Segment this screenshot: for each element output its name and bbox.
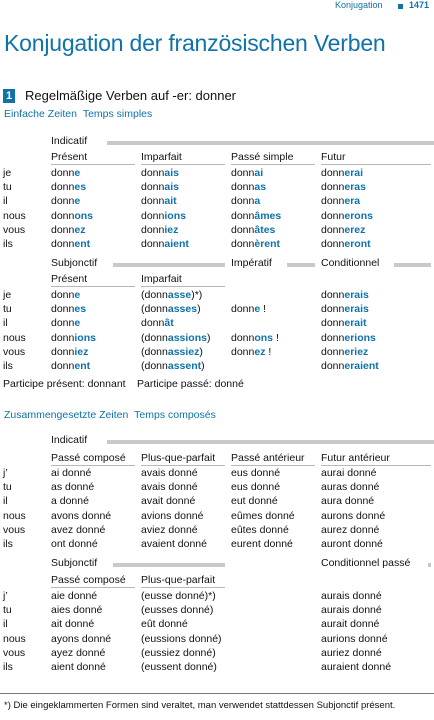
pronoun: tu <box>3 303 12 316</box>
section-title: Regelmäßige Verben auf -er: donner <box>25 88 237 103</box>
form-ind-passe-anterieur: eus donné <box>231 467 281 479</box>
participe-passe: Participe passé: donné <box>137 378 244 390</box>
form-ind-imparfait: donnait <box>141 195 177 208</box>
mood-subjonctif: Subjonctif <box>51 257 98 269</box>
form-subj-present: donne <box>51 317 81 330</box>
header-square-icon <box>398 4 403 9</box>
form-subj-imparfait: donnât <box>141 317 174 330</box>
form-ind-imparfait: donnions <box>141 209 186 222</box>
tense-passe-anterieur: Passé antérieur <box>231 452 305 464</box>
form-subj-present: donniez <box>51 345 89 358</box>
mood-indicatif-compound: Indicatif <box>51 434 88 446</box>
form-ind-passe-simple: donnâmes <box>231 209 282 222</box>
form-ind-passe-simple: donna <box>231 195 261 208</box>
form-subj-imparfait: (donnasses) <box>141 303 201 316</box>
form-subj-passe-compose: ayons donné <box>51 632 112 645</box>
form-subj-passe-compose: ayez donné <box>51 646 106 659</box>
pronoun: ils <box>3 360 13 372</box>
form-ind-imparfait: donnais <box>141 167 179 179</box>
form-subj-present: donnions <box>51 331 96 344</box>
simple-tenses-heading <box>4 108 152 120</box>
pronoun: nous <box>3 509 26 522</box>
form-conditionnel-passe: aurait donné <box>321 618 380 631</box>
tense-passe-anterieur-rule <box>231 465 315 466</box>
form-conditionnel-passe: aurais donné <box>321 604 382 617</box>
tense-passe-compose-rule <box>51 465 135 466</box>
form-conditionnel: donnerait <box>321 317 367 330</box>
form-subj-plus-que-parfait: (eussiez donné) <box>141 646 216 659</box>
tense-subj-present-rule <box>51 286 135 287</box>
pronoun: vous <box>3 223 26 236</box>
form-ind-passe-anterieur: eut donné <box>231 495 278 508</box>
form-futur: donnera <box>321 195 361 208</box>
tense-present: Présent <box>51 151 88 163</box>
mood-conditionnel-passe: Conditionnel passé <box>321 557 411 569</box>
mood-indicatif-compound-bar <box>107 440 434 444</box>
tense-imparfait: Imparfait <box>141 151 182 163</box>
form-ind-passe-compose: avons donné <box>51 509 112 522</box>
pronoun: nous <box>3 331 26 344</box>
tense-futur-anterieur-rule <box>321 465 431 466</box>
form-conditionnel-passe: aurions donné <box>321 632 388 645</box>
form-ind-passe-compose: ai donné <box>51 467 92 479</box>
form-ind-passe-compose: as donné <box>51 481 95 494</box>
pronoun: nous <box>3 632 26 645</box>
mood-subjonctif-bar <box>113 263 225 267</box>
form-subj-passe-compose: ait donné <box>51 618 95 631</box>
pronoun: je <box>3 289 12 301</box>
form-subj-passe-compose: aies donné <box>51 604 103 617</box>
form-conditionnel-passe: aurais donné <box>321 590 382 602</box>
pronoun: j’ <box>3 590 8 602</box>
form-conditionnel-passe: auraient donné <box>321 661 392 673</box>
tense-passe-simple-rule <box>231 164 315 165</box>
pronoun: ils <box>3 661 13 673</box>
tense-subj-present: Présent <box>51 273 88 285</box>
mood-subjonctif-compound: Subjonctif <box>51 557 98 569</box>
tense-passe-compose: Passé composé <box>51 452 126 464</box>
pronoun: tu <box>3 181 12 194</box>
pronoun: vous <box>3 345 26 358</box>
mood-imperatif: Impératif <box>231 257 272 269</box>
form-conditionnel: donnerais <box>321 289 369 301</box>
tense-subj-imparfait-rule <box>141 286 225 287</box>
mood-subjonctif-compound-bar <box>113 563 225 567</box>
form-ind-present: donnons <box>51 209 94 222</box>
mood-conditionnel-bar <box>394 263 431 267</box>
running-title: Konjugation <box>335 0 383 10</box>
form-subj-passe-compose: aient donné <box>51 661 106 673</box>
simple-tenses-fr: Temps simples <box>82 108 153 120</box>
pronoun: ils <box>3 538 13 550</box>
simple-tenses-de: Einfache Zeiten <box>4 108 77 120</box>
form-ind-passe-simple: donnai <box>231 167 264 179</box>
form-imperatif: donne ! <box>231 303 267 316</box>
form-imperatif: donnez ! <box>231 345 272 358</box>
form-conditionnel: donneraient <box>321 360 379 372</box>
tense-plus-que-parfait-rule <box>141 465 225 466</box>
tense-subj-plus-que-parfait-rule <box>141 587 225 588</box>
form-subj-plus-que-parfait: eût donné <box>141 618 188 631</box>
section-number-badge: 1 <box>3 89 15 103</box>
form-ind-present: donnes <box>51 181 87 194</box>
tense-futur-anterieur: Futur antérieur <box>321 452 390 464</box>
tense-imparfait-rule <box>141 164 225 165</box>
form-ind-plus-que-parfait: avais donné <box>141 467 198 479</box>
form-ind-passe-compose: ont donné <box>51 538 98 550</box>
pronoun: il <box>3 317 8 330</box>
form-ind-passe-simple: donnâtes <box>231 223 276 236</box>
footnote-divider <box>0 693 434 694</box>
form-ind-plus-que-parfait: aviez donné <box>141 523 198 536</box>
form-futur: donnerai <box>321 167 364 179</box>
form-ind-plus-que-parfait: avions donné <box>141 509 204 522</box>
tense-subj-imparfait: Imparfait <box>141 273 182 285</box>
mood-indicatif-bar <box>107 141 434 145</box>
pronoun: vous <box>3 523 26 536</box>
form-ind-passe-anterieur: eurent donné <box>231 538 293 550</box>
form-subj-present: donnent <box>51 360 91 372</box>
form-ind-plus-que-parfait: avaient donné <box>141 538 207 550</box>
tense-futur-rule <box>321 164 431 165</box>
form-subj-plus-que-parfait: (eussions donné) <box>141 632 222 645</box>
footnote: *) Die eingeklammerten Formen sind veraltet, man verwendet stattdessen Subjonctif présent. <box>4 700 396 711</box>
form-ind-passe-anterieur: eûtes donné <box>231 523 289 536</box>
form-ind-imparfait: donniez <box>141 223 179 236</box>
form-ind-passe-compose: avez donné <box>51 523 106 536</box>
pronoun: il <box>3 195 8 208</box>
form-futur-anterieur: auras donné <box>321 481 380 494</box>
tense-plus-que-parfait: Plus-que-parfait <box>141 452 216 464</box>
pronoun: il <box>3 495 8 508</box>
form-ind-present: donnez <box>51 223 86 236</box>
mood-conditionnel: Conditionnel <box>321 257 380 269</box>
form-ind-passe-anterieur: eûmes donné <box>231 509 295 522</box>
form-conditionnel: donneriez <box>321 345 369 358</box>
form-ind-present: donnent <box>51 238 91 250</box>
form-subj-imparfait: (donnassent) <box>141 360 205 372</box>
form-conditionnel: donnerions <box>321 331 376 344</box>
form-subj-imparfait: (donnassiez) <box>141 345 203 358</box>
page-title: Konjugation der französischen Verben <box>4 30 386 56</box>
tense-passe-simple: Passé simple <box>231 151 294 163</box>
tense-subj-plus-que-parfait: Plus-que-parfait <box>141 574 216 586</box>
form-ind-plus-que-parfait: avais donné <box>141 481 198 494</box>
form-futur-anterieur: aurons donné <box>321 509 386 522</box>
form-ind-passe-simple: donnas <box>231 181 267 194</box>
pronoun: tu <box>3 604 12 617</box>
pronoun: il <box>3 618 8 631</box>
pronoun: vous <box>3 646 26 659</box>
form-subj-passe-compose: aie donné <box>51 590 98 602</box>
form-subj-imparfait: (donnasse)*) <box>141 289 203 301</box>
pronoun: j’ <box>3 467 8 479</box>
tense-futur: Futur <box>321 151 346 163</box>
form-futur-anterieur: aurez donné <box>321 523 380 536</box>
form-conditionnel: donnerais <box>321 303 369 316</box>
compound-tenses-heading: Zusammengesetzte Zeiten Temps composés <box>4 409 216 421</box>
form-subj-plus-que-parfait: (eussent donné) <box>141 661 217 673</box>
form-futur: donneras <box>321 181 366 194</box>
form-ind-present: donne <box>51 195 81 208</box>
form-subj-plus-que-parfait: (eusses donné) <box>141 604 214 617</box>
form-ind-imparfait: donnaient <box>141 238 189 250</box>
tense-subj-passe-compose-rule <box>51 587 135 588</box>
form-ind-passe-compose: a donné <box>51 495 89 508</box>
pronoun: tu <box>3 481 12 494</box>
form-subj-present: donne <box>51 289 81 301</box>
form-futur: donnerons <box>321 209 373 222</box>
form-conditionnel-passe: auriez donné <box>321 646 382 659</box>
form-ind-passe-anterieur: eus donné <box>231 481 281 494</box>
form-futur: donneront <box>321 238 371 250</box>
form-subj-present: donnes <box>51 303 87 316</box>
pronoun: je <box>3 167 12 179</box>
page-number: 1471 <box>409 0 430 10</box>
form-futur-anterieur: auront donné <box>321 538 383 550</box>
form-ind-imparfait: donnais <box>141 181 179 194</box>
form-imperatif: donnons ! <box>231 331 279 344</box>
form-ind-plus-que-parfait: avait donné <box>141 495 196 508</box>
form-futur-anterieur: aura donné <box>321 495 375 508</box>
mood-conditionnel-passe-bar <box>428 563 431 567</box>
tense-subj-passe-compose: Passé composé <box>51 574 126 586</box>
form-ind-present: donne <box>51 167 81 179</box>
tense-present-rule <box>51 164 135 165</box>
form-futur: donnerez <box>321 223 366 236</box>
mood-imperatif-bar <box>287 263 315 267</box>
mood-indicatif: Indicatif <box>51 135 88 147</box>
pronoun: nous <box>3 209 26 222</box>
participe-present: Participe présent: donnant <box>3 378 126 390</box>
form-subj-imparfait: (donnassions) <box>141 331 211 344</box>
form-futur-anterieur: aurai donné <box>321 467 377 479</box>
pronoun: ils <box>3 238 13 250</box>
form-ind-passe-simple: donnèrent <box>231 238 281 250</box>
form-subj-plus-que-parfait: (eusse donné)*) <box>141 590 216 602</box>
